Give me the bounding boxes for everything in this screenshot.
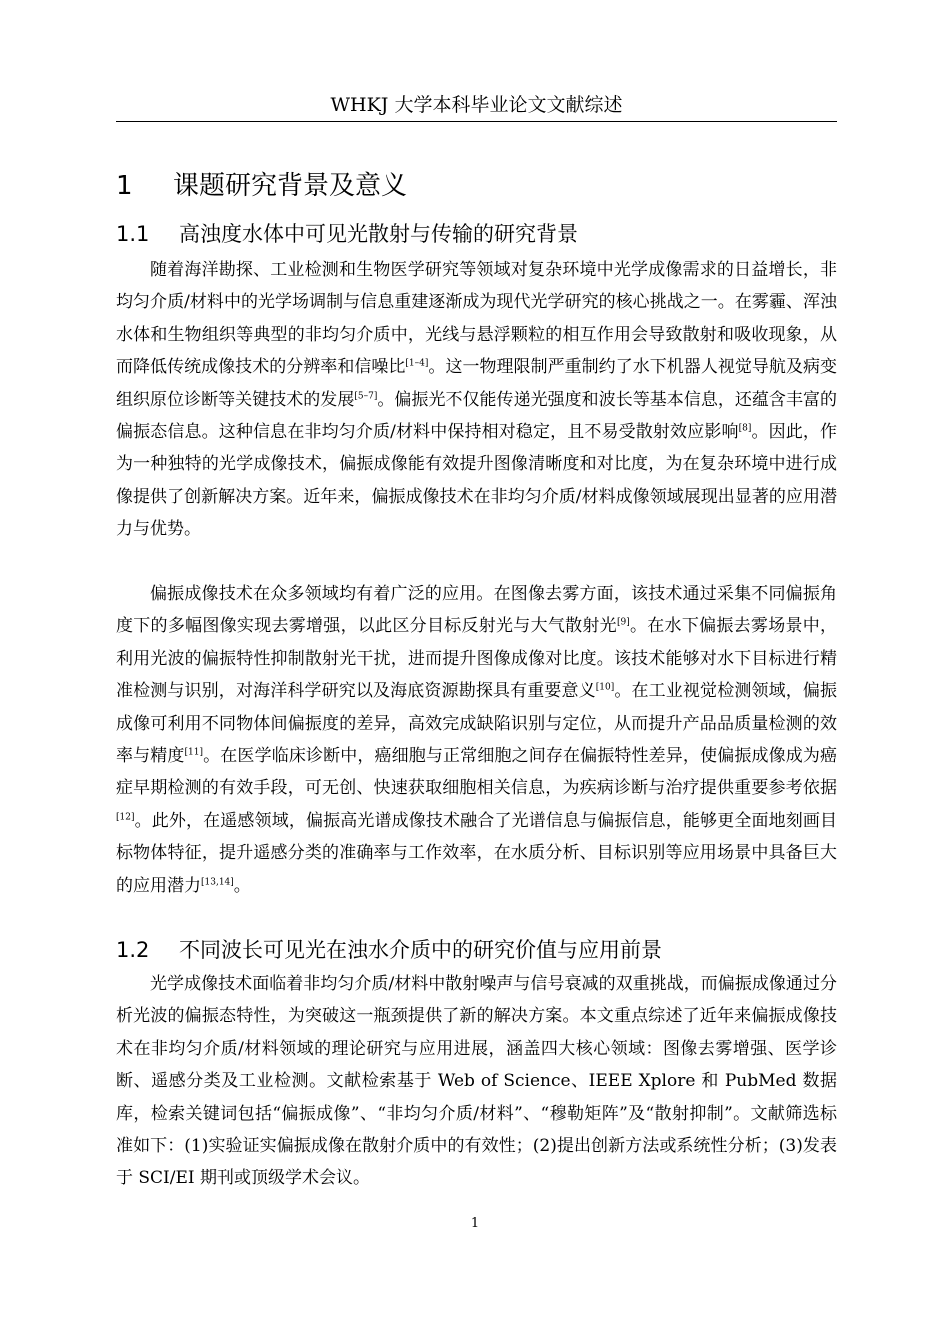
paragraph-text: 。在水下偏振去雾场景中，利用光波的偏振特性抑制散射光干扰，进而提升图像成像对比度。该技术能够对水下目标进行精准检测与识别，对海洋科学研究以及海底资源勘探具有重要意义: [116, 616, 838, 702]
section-title: 课题研究背景及意义: [173, 171, 408, 201]
page-header: WHKJ 大学本科毕业论文文献综述: [330, 94, 623, 116]
paragraph-text: 。因此，作为一种独特的光学成像技术，偏振成像能有效提升图像清晰度和对比度，为在复杂环境中进行成像提供了创新解决方案。近年来，偏振成像技术在非均匀介质/材料成像领域展现出显著的应用潜力与优势。: [116, 422, 838, 540]
subsection-title: 不同波长可见光在浊水介质中的研究价值与应用前景: [179, 938, 662, 962]
citation: [11]: [184, 747, 204, 758]
paragraph-text: 。此外，在遥感领域，偏振高光谱成像技术融合了光谱信息与偏振信息，能够更全面地刻画目标物体特征，提升遥感分类的准确率与工作效率，在水质分析、目标识别等应用场景中具备巨大的应用潜力: [116, 810, 837, 896]
section-heading-1: [116, 168, 407, 204]
header-rule: [116, 121, 837, 122]
paragraph-text: 。在工业视觉检测领域，偏振成像可利用不同物体间偏振度的差异，高效完成缺陷识别与定位，从而提升产品品质量检测的效率与精度: [116, 681, 837, 767]
subsection-number: 1.1: [116, 222, 150, 246]
paragraph-2: [116, 578, 837, 902]
citation: [1–4]: [405, 358, 429, 369]
paragraph-text: 。在医学临床诊断中，癌细胞与正常细胞之间存在偏振特性差异，使偏振成像成为癌症早期检测的有效手段，可无创、快速获取细胞相关信息，为疾病诊断与治疗提供重要参考依据: [116, 746, 838, 799]
page-number: 1: [470, 1216, 480, 1231]
paragraph-text: 。偏振光不仅能传递光强度和波长等基本信息，还蕴含丰富的偏振态信息。这种信息在非均匀介质/材料中保持相对稳定，且不易受散射效应影响: [116, 389, 838, 443]
paragraph-1: [116, 254, 837, 546]
paragraph-3: [116, 968, 837, 1195]
section-number: 1: [116, 171, 133, 201]
subsection-title: 高浊度水体中可见光散射与传输的研究背景: [179, 222, 578, 246]
subsection-number: 1.2: [116, 938, 150, 962]
citation: [9]: [616, 617, 630, 628]
citation: [12]: [116, 812, 135, 823]
paragraph-text: 随着海洋勘探、工业检测和生物医学研究等领域对复杂环境中光学成像需求的日益增长，非均匀介质/材料中的光学场调制与信息重建逐渐成为现代光学研究的核心挑战之一。在雾霾、浑浊水体和生物组织等典型的非均匀介质中，光线与悬浮颗粒的相互作用会导致散射和吸收现象，从而降低传统成像技术的分辨率和信噪比: [116, 260, 837, 378]
citation: [10]: [595, 682, 615, 693]
citation: [13,14]: [201, 877, 234, 887]
citation: [8]: [738, 423, 752, 434]
paragraph-text: 偏振成像技术在众多领域均有着广泛的应用。在图像去雾方面，该技术通过采集不同偏振角度下的多幅图像实现去雾增强，以此区分目标反射光与大气散射光: [116, 584, 837, 637]
subsection-heading-1-2: [116, 935, 662, 965]
paragraph-text: 光学成像技术面临着非均匀介质/材料中散射噪声与信号衰减的双重挑战，而偏振成像通过分析光波的偏振态特性，为突破这一瓶颈提供了新的解决方案。本文重点综述了近年来偏振成像技术在非均匀介质/材料领域的理论研究与应用进展，涵盖四大核心领域：图像去雾增强、医学诊断、遥感分类及工业检测。文献检索基于 Web of Science、IEEE Xplore 和 PubMed 数据库，检索关键词包括“偏振成像”、“非均匀介质/材料”、“穆勒矩阵”及“散射抑制”。文献筛选标准如下：(1)实验证实偏振成像在散射介质中的有效性；(2)提出创新方法或系统性分析；(3)发表于 SCI/EI 期刊或顶级学术会议。: [116, 974, 837, 1189]
subsection-heading-1-1: [116, 219, 578, 249]
paragraph-text: 。这一物理限制严重制约了水下机器人视觉导航及病变组织原位诊断等关键技术的发展: [116, 357, 837, 410]
paragraph-text: 。: [233, 875, 251, 896]
citation: [5–7]: [354, 390, 378, 401]
